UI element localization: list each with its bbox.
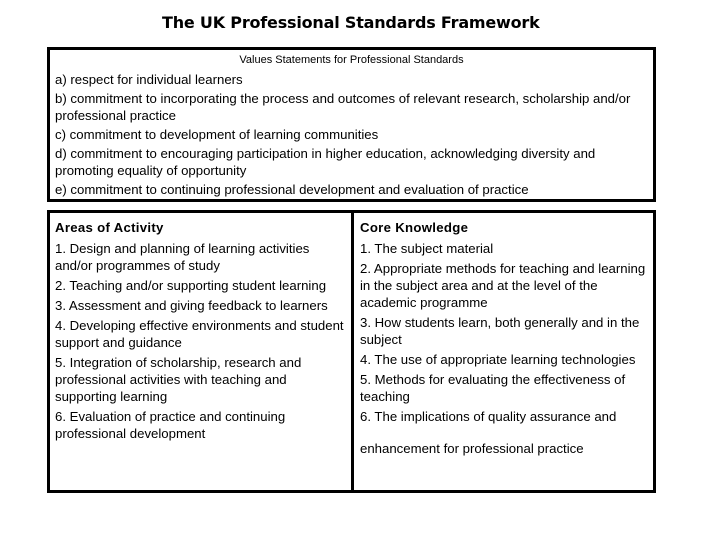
knowledge-item-1: 1. The subject material — [360, 241, 494, 256]
values-item-a: a) respect for individual learners — [55, 72, 243, 87]
core-knowledge-column — [360, 219, 650, 457]
activity-item-6: 6. Evaluation of practice and continuing professional development — [55, 409, 286, 441]
values-statements-box — [47, 47, 656, 202]
activity-item-1: 1. Design and planning of learning activities and/or programmes of study — [55, 241, 310, 273]
page-title: The UK Professional Standards Framework — [162, 13, 540, 32]
activity-item-4: 4. Developing effective environments and student support and guidance — [55, 318, 344, 350]
activity-item-2: 2. Teaching and/or supporting student learning — [55, 278, 327, 293]
areas-of-activity-heading: Areas of Activity — [55, 220, 164, 235]
knowledge-item-3: 3. How students learn, both generally and in the subject — [360, 315, 640, 347]
knowledge-item-2: 2. Appropriate methods for teaching and learning in the subject area and at the level of the academic programme — [360, 261, 646, 310]
activity-item-3: 3. Assessment and giving feedback to learners — [55, 298, 328, 313]
column-divider — [351, 213, 354, 490]
values-item-c: c) commitment to development of learning communities — [55, 127, 379, 142]
knowledge-item-6-continuation: enhancement for professional practice — [360, 441, 584, 456]
knowledge-item-5: 5. Methods for evaluating the effectiveness of teaching — [360, 372, 626, 404]
values-heading: Values Statements for Professional Standards — [239, 54, 464, 66]
activity-item-5: 5. Integration of scholarship, research and professional activities with teaching and supporting learning — [55, 355, 302, 404]
values-list — [55, 71, 647, 200]
activity-knowledge-box — [47, 210, 656, 493]
core-knowledge-heading: Core Knowledge — [360, 220, 469, 235]
values-item-e: e) commitment to continuing professional development and evaluation of practice — [55, 182, 529, 197]
areas-of-activity-list — [55, 240, 345, 442]
knowledge-item-4: 4. The use of appropriate learning technologies — [360, 352, 636, 367]
values-item-d: d) commitment to encouraging participation in higher education, acknowledging diversity and promoting equality of opportunity — [55, 146, 596, 178]
knowledge-item-6: 6. The implications of quality assurance and — [360, 409, 617, 424]
core-knowledge-list — [360, 240, 650, 425]
areas-of-activity-column — [55, 219, 345, 445]
values-item-b: b) commitment to incorporating the process and outcomes of relevant research, scholarship and/or professional practice — [55, 91, 631, 123]
